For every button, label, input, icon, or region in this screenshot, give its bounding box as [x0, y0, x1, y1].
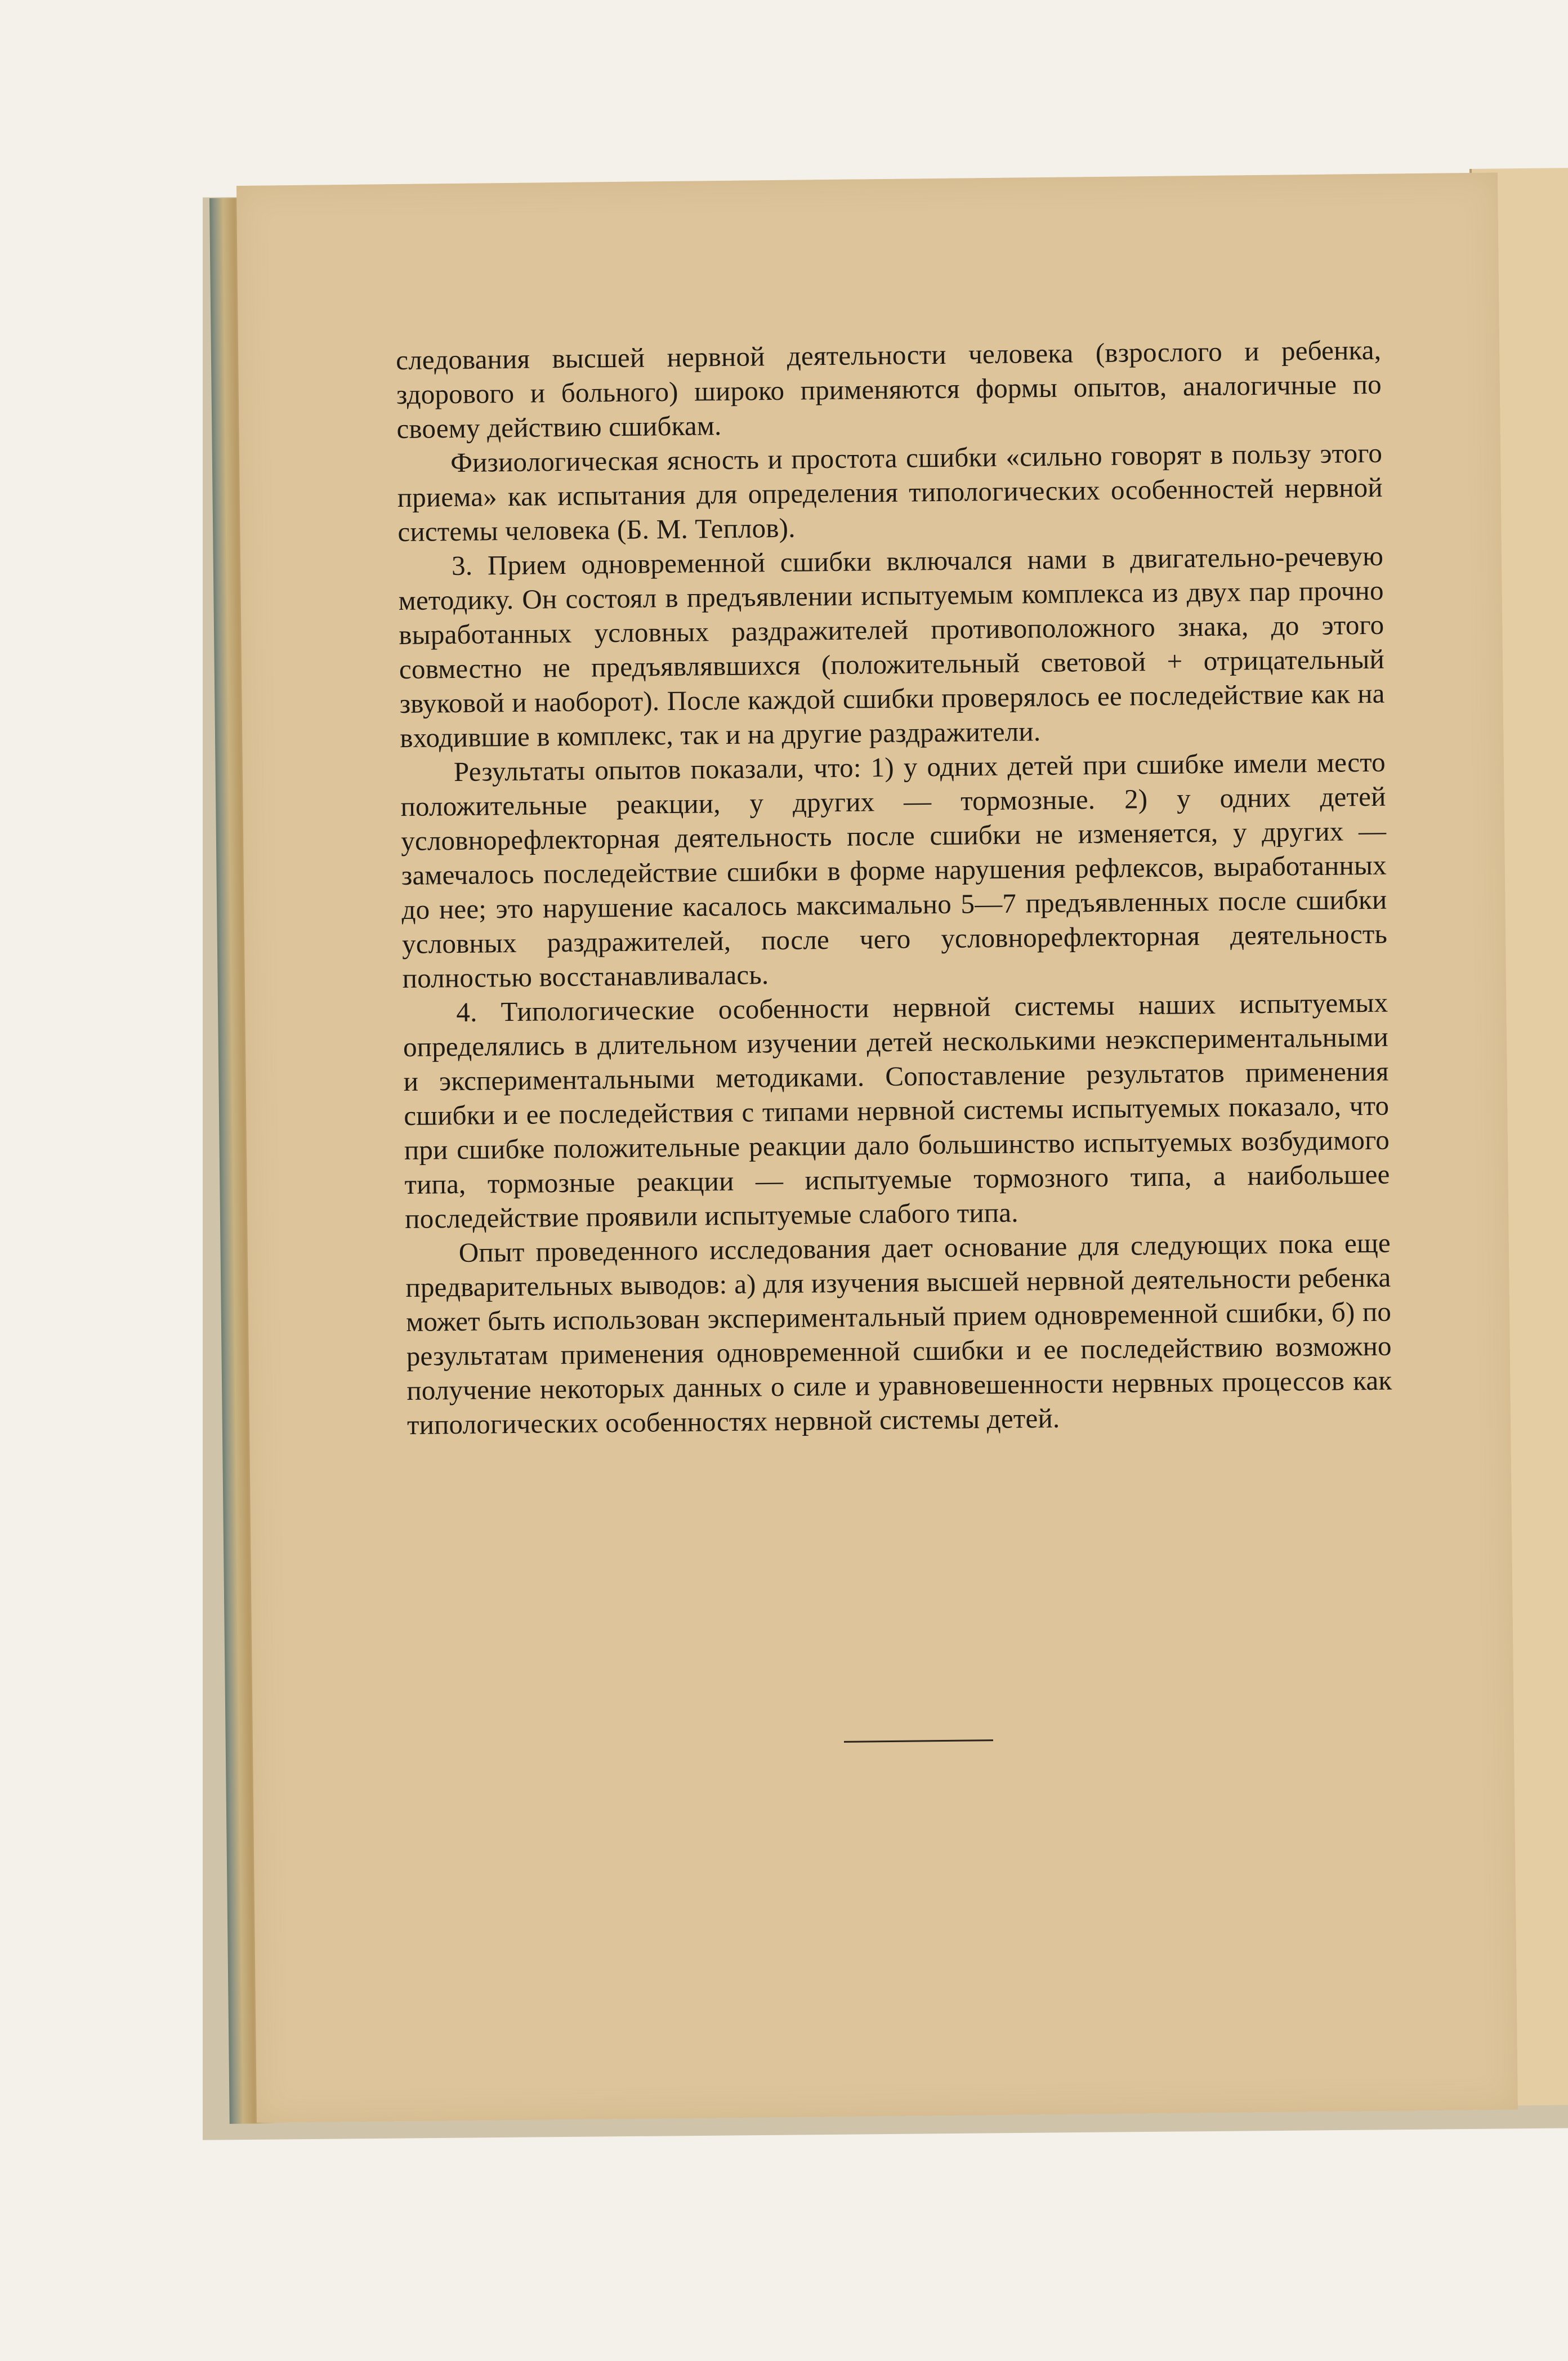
- paragraph-3: 3. Прием одновременной сшибки включался нами в двигательно-речевую методику. Он состоял в предъявлении испытуемым комплекса из двух пар прочно выработанных условных раздражителей противоположного знака, до этого совместно не предъявлявшихся (положительный световой + отрицательный звуковой и наоборот). После каждой сшибки проверялось ее последействие как на входившие в комплекс, так и на другие раздражители.: [398, 540, 1385, 754]
- paragraph-2: Физиологическая ясность и простота сшибки «сильно говорят в пользу этого приема» как испытания для определения типологических особенностей нервной системы человека (Б. М. Теплов).: [397, 437, 1383, 548]
- paragraph-6: Опыт проведенного исследования дает основание для следующих пока еще предварительных выводов: а) для изучения высшей нервной деятельности ребенка может быть использован экспериментальный прием одновременной сшибки, б) по результатам применения одновременной сшибки и ее последействию возможно получение некоторых данных о силе и уравновешенности нервных процессов как типологических особенностях нервной системы детей.: [405, 1227, 1392, 1440]
- end-rule: [844, 1739, 993, 1743]
- paragraph-1: следования высшей нервной деятельности человека (взрослого и ребенка, здорового и больного) широко применяются формы опытов, аналогичные по своему действию сшибкам.: [395, 334, 1382, 445]
- paragraph-5: 4. Типологические особенности нервной системы наших испытуемых определялись в длительном изучении детей несколькими неэкспериментальными и экспериментальными методиками. Сопоставление результатов применения сшибки и ее последействия с типами нервной системы испытуемых показало, что при сшибке положительные реакции дало большинство испытуемых возбудимого типа, тормозные реакции — испытуемые тормозного типа, а наибольшее последействие проявили испытуемые слабого типа.: [403, 987, 1390, 1234]
- book-page: [236, 173, 1518, 2123]
- paragraph-4: Результаты опытов показали, что: 1) у одних детей при сшибке имели место положительные реакции, у других — тормозные. 2) у одних детей условнорефлекторная деятельность после сшибки не изменяется, у других — замечалось последействие сшибки в форме нарушения рефлексов, выработанных до нее; это нарушение касалось максимально 5—7 предъявленных после сшибки условных раздражителей, после чего условнорефлекторная деятельность полностью восстанавливалась.: [400, 746, 1388, 994]
- page-text: [396, 333, 1392, 1442]
